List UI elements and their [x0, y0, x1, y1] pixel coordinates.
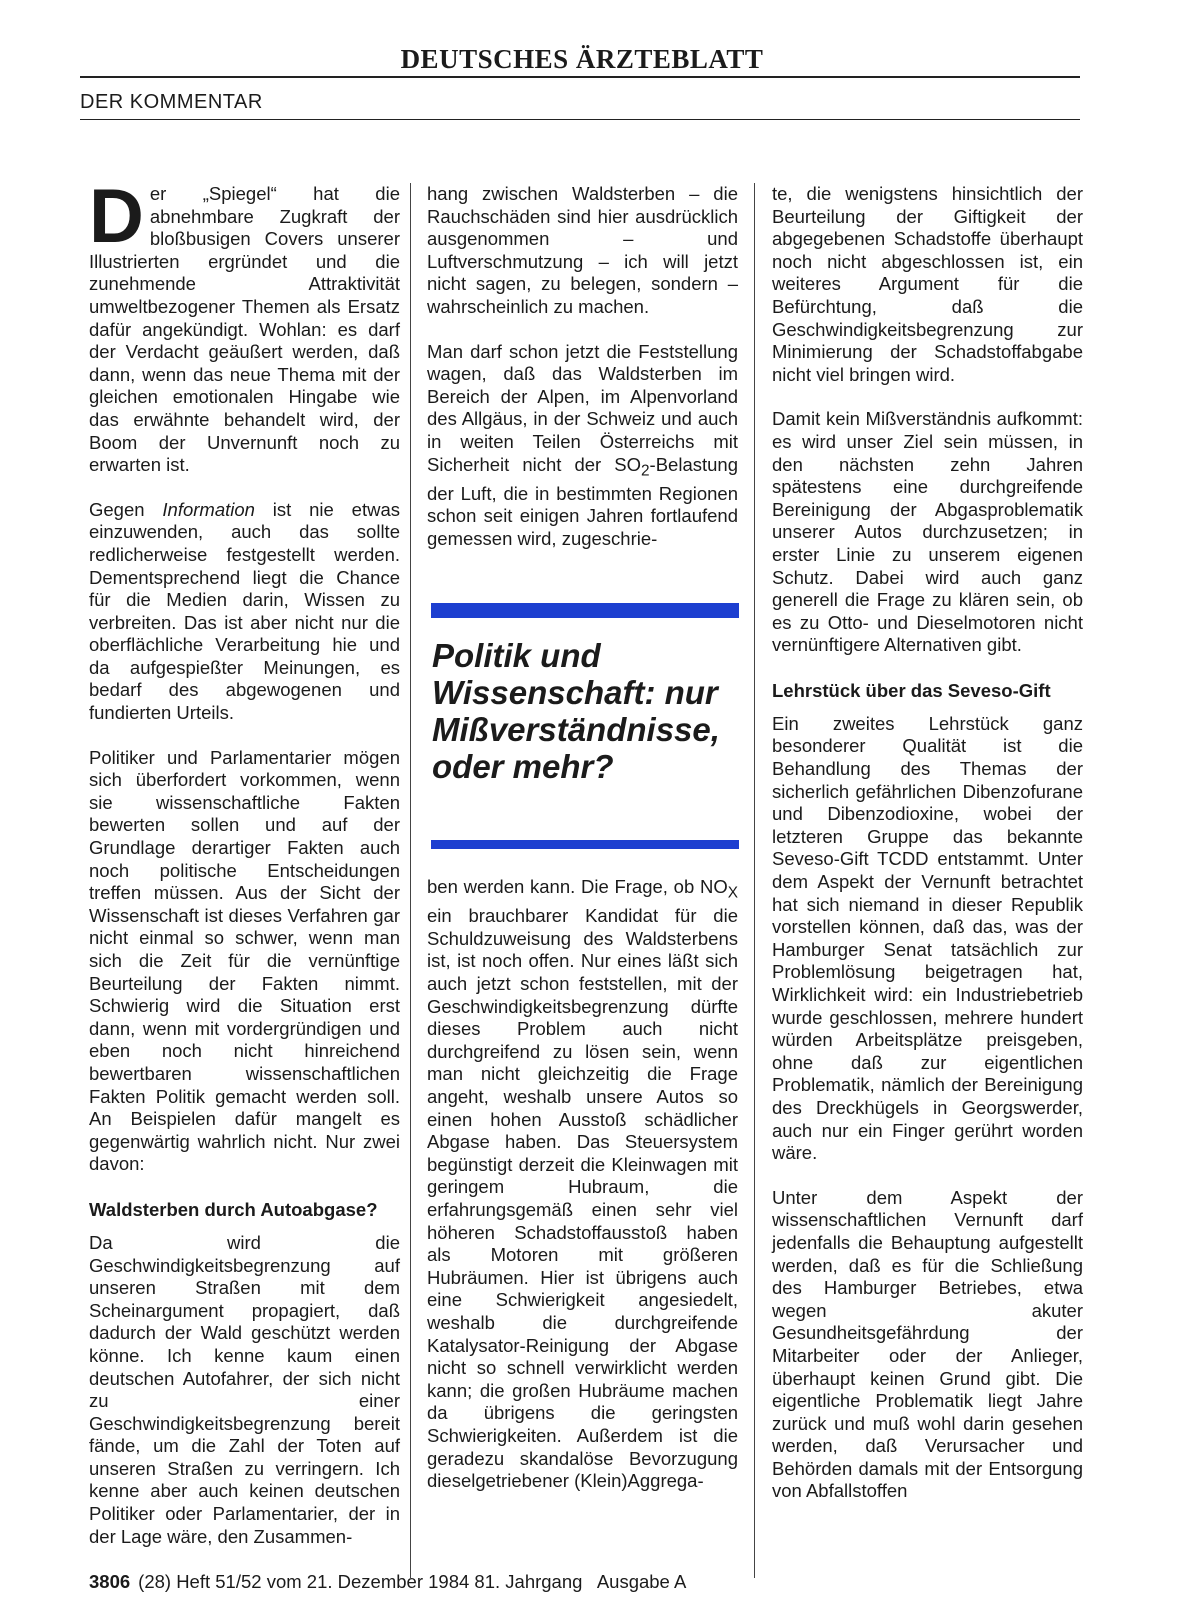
paragraph: Da wird die Geschwindigkeitsbegrenzung auf unseren Straßen mit dem Scheinargument propagiert, daß dadurch der Wald geschützt werden könne. Ich kenne kaum einen deutschen Autofahrer, der sich nicht zu einer Geschwindigkeitsbegrenzung bereit fände, um die Zahl der Toten auf unseren Straßen zu verringern. Ich kenne aber auch keinen deutschen Politiker oder Parlamentarier, der in der Lage wäre, den Zusammen- [89, 1231, 400, 1547]
paragraph-text: -Belastung der Luft, die in bestimmten Regionen schon seit einigen Jahren fortlaufend gemessen wird, zugeschrie- [427, 453, 738, 549]
paragraph-text: Gegen [89, 498, 163, 520]
paragraph-text: Man darf schon jetzt die Feststellung wagen, daß das Waldsterben im Bereich der Alpen, im Alpenvorland des Allgäus, in der Schweiz und auch in weiten Teilen Österreichs mit Sicherheit nicht der SO [427, 340, 738, 475]
column-divider [410, 183, 411, 1578]
column-2-lower [427, 876, 738, 1493]
drop-cap: D [89, 174, 144, 259]
paragraph [89, 499, 400, 725]
masthead-rule [80, 76, 1080, 78]
paragraph [427, 876, 738, 1493]
page-footer [89, 1571, 686, 1593]
paragraph: Politiker und Parlamentarier mögen sich überfordert vorkommen, wenn sie wissenschaftliche Fakten bewerten sollen und auf der Grundlage derartiger Fakten auch noch politische Entscheidungen treffen müssen. Aus der Sicht der Wissenschaft ist dieses Verfahren gar nicht einmal so schwer, wenn man sich die Zeit für die vernünftige Beurteilung der Fakten nimmt. Schwierig wird die Situation erst dann, wenn mit vordergründigen und eben noch nicht hinreichend bewertbaren wissenschaftlichen Fakten Politik gemacht werden soll. An Beispielen dafür mangelt es gegenwärtig wahrlich nicht. Nur zwei davon: [89, 746, 400, 1175]
headline-bottom-bar [431, 840, 739, 849]
section-label: DER KOMMENTAR [80, 91, 263, 113]
paragraph-text: er „Spiegel“ hat die abnehmbare Zugkraft der bloßbusigen Covers unserer Illustrierten ergründet und die zunehmende Attraktivität umweltbezogener Themen als Ersatz dafür angekündigt. Wohlan: es darf der Verdacht geäußert werden, daß dann, wenn das neue Thema mit der gleichen emotionalen Hingabe wie das erwähnte behandelt wird, der Boom der Unvernunft noch zu erwarten ist. [89, 183, 400, 476]
subscript: 2 [640, 462, 650, 480]
paragraph: Damit kein Mißverständnis aufkommt: es wird unser Ziel sein müssen, in den nächsten zehn Jahren spätestens eine durchgreifende Bereinigung der Abgasproblematik unserer Autos durchzusetzen; in erster Linie zu unserem eigenen Schutz. Dabei wird auch ganz generell die Frage zu klären sein, ob es zu Otto- und Dieselmotoren nicht vernünftigere Alternativen gibt. [772, 408, 1083, 656]
paragraph-text: ist nie etwas einzuwenden, auch das sollte redlicherweise festgestellt werden. Dementsprechend liegt die Chance für die Medien darin, Wissen zu verbreiten. Das ist aber nicht nur die oberflächliche Verarbeitung hie und da aufgespießter Meinungen, es bedarf des abgewogenen und fundierten Urteils. [89, 498, 401, 724]
section-rule [80, 119, 1080, 120]
paragraph-text: ben werden kann. Die Frage, ob NO [427, 876, 728, 897]
paragraph [427, 341, 738, 551]
paragraph: Ein zweites Lehrstück ganz besonderer Qualität ist die Behandlung des Themas der sicherlich gefährlichen Dibenzofurane und Dibenzodioxine, wobei der letzteren Gruppe das bekannte Seveso-Gift TCDD entstammt. Unter dem Aspekt der Vernunft betrachtet hat sich niemand in dieser Republik vorstellen können, daß das, was der Hamburger Senat tatsächlich zur Problemlösung beigetragen hat, Wirklichkeit wird: ein Industriebetrieb wurde geschlossen, mehrere hundert würden Arbeitsplätze preisgeben, ohne daß zur eigentlichen Problematik, nämlich der Bereinigung des Dreckhügels in Georgswerder, auch nur ein Finger gerührt worden wäre. [772, 712, 1083, 1164]
subheading: Waldsterben durch Autoabgase? [89, 1198, 378, 1220]
paragraph-text: ein brauchbarer Kandidat für die Schuldzuweisung des Waldsterbens ist, ist noch offen. Nur eines läßt sich auch jetzt schon feststellen, mit der Geschwindigkeitsbegrenzung dürfte dieses Problem auch nicht durchgreifend zu lösen sein, wenn man nicht gleichzeitig die Frage angeht, weshalb unsere Autos so einen hohen Ausstoß schädlicher Abgase haben. Das Steuersystem begünstigt derzeit die Kleinwagen mit geringem Hubraum, die erfahrungsgemäß einen sehr viel höheren Schadstoffausstoß haben als Motoren mit größeren Hubräumen. Hier ist übrigens auch eine Schwierigkeit angesiedelt, weshalb die durchgreifende Katalysator-Reinigung der Abgase nicht so schnell verwirklicht werden kann; die großen Hubräume machen da übrigens die geringsten Schwierigkeiten. Außerdem ist die geradezu skandalöse Bevorzugung dieselgetriebener (Klein)Aggrega- [427, 905, 738, 1492]
paragraph: hang zwischen Waldsterben – die Rauchschäden sind hier ausdrücklich ausgenommen – und Luftverschmutzung – ich will jetzt nicht sagen, zu belegen, sondern – wahrscheinlich zu machen. [427, 183, 738, 317]
column-divider [754, 183, 755, 1578]
column-2-upper [427, 183, 738, 551]
paragraph: Unter dem Aspekt der wissenschaftlichen Vernunft darf jedenfalls die Behauptung aufgestellt werden, daß es für die Schließung des Hamburger Betriebes, etwa wegen akuter Gesundheitsgefährdung der Mitarbeiter oder der Anlieger, überhaupt keinen Grund gibt. Die eigentliche Problematik liegt Jahre zurück und muß wohl darin gesehen werden, daß Verursacher und Behörden damals mit der Entsorgung von Abfallstoffen [772, 1186, 1083, 1502]
issue-info: (28) Heft 51/52 vom 21. Dezember 1984 81. Jahrgang Ausgabe A [138, 1571, 687, 1592]
subscript: X [727, 884, 738, 902]
headline: Politik und Wissenschaft: nur Mißverständnisse, oder mehr? [432, 637, 720, 785]
masthead: DEUTSCHES ÄRZTEBLATT [400, 44, 764, 74]
page-number: 3806 [89, 1571, 131, 1592]
paragraph [89, 174, 400, 477]
headline-top-bar [431, 603, 739, 618]
paragraph: te, die wenigstens hinsichtlich der Beurteilung der Giftigkeit der abgegebenen Schadstoffe überhaupt noch nicht abgeschlossen ist, ein weiteres Argument für die Befürchtung, daß die Geschwindigkeitsbegrenzung zur Minimierung der Schadstoffabgabe nicht viel bringen wird. [772, 183, 1083, 385]
subheading: Lehrstück über das Seveso-Gift [772, 679, 1051, 701]
column-3 [772, 183, 1083, 1503]
column-1 [89, 174, 401, 1548]
emphasis-text: Information [162, 498, 255, 520]
